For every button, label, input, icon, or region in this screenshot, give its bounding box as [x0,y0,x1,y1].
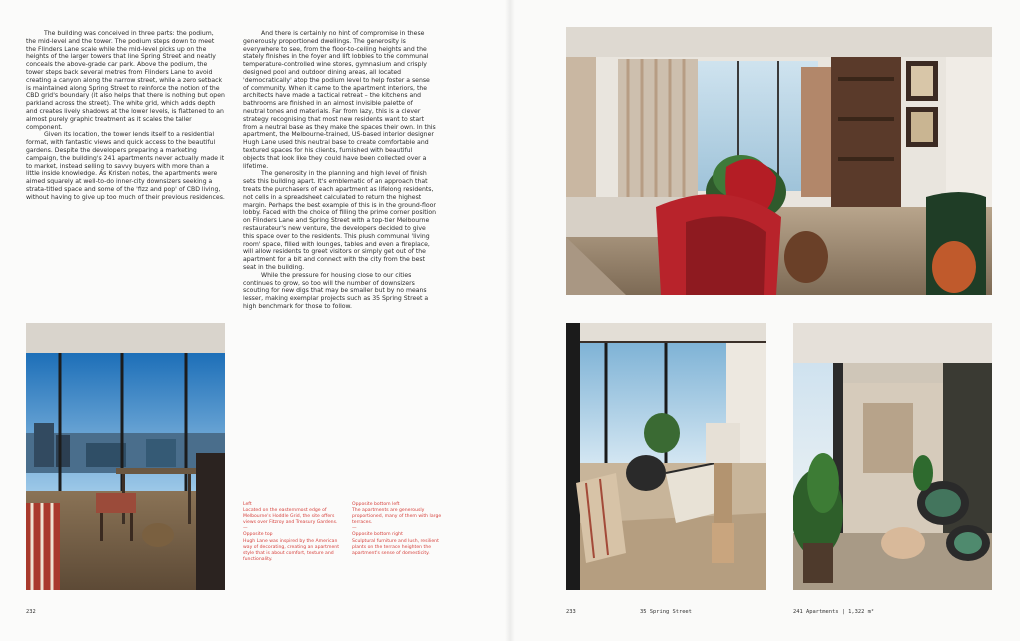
caption-block-left [243,502,345,563]
photo-lounge-terrace [566,323,766,590]
caption-head: Left [243,502,252,507]
caption-body: Located on the easternmost edge of Melbourne's Hoddle Grid, the site offers views over Fitzroy and Treasury Gardens. [243,508,338,526]
paragraph: While the pressure for housing close to our cities continues to grow, so too will the number of downsizers scouting for new digs that may be smaller but by no means lesser, making exemplar projects such as 35 Spring Street a high benchmark for those to follow. [243,271,429,310]
caption-head: Opposite bottom right [352,532,403,538]
paragraph: Given its location, the tower lends itself to a residential format, with fantastic views and quick access to the beautiful gardens. Despite the developers preparing a marketing campaign, the building's 241 apartments never actually made it to market, instead selling to savvy buyers with more than a little inside knowledge. As Kristen notes, the apartments were aimed squarely at well-to-do inner-city downsizers seeking a strata-titled space and some of the 'fizz and pop' of CBD living, without having to give up too much of their previous residences. [26,131,225,201]
photo-study-city-view [26,323,225,590]
photo-living-room [566,27,992,295]
paragraph: The generosity in the planning and high level of finish sets this building apart. It's emblematic of an approach that treats the purchasers of each apartment as lifelong residents, not cells in a spreadsheet calculated to return the highest margin. Perhaps the best example of this is in the ground-floor lobby. Faced with the choice of filling the prime corner position on Flinders Lane and Spring Street with a top-tier Melbourne restaurateur's new venture, the developers decided to give this space over to the residents. This plush communal 'living room' space, filled with lounges, tables and even a fireplace, will allow residents to greet visitors or simply get out of the apartment for a bit and connect with the city from the best seat in the building. [243,170,436,271]
paragraph: And there is certainly no hint of compromise in these generously proportioned dwellings. The generosity is everywhere to see, from the floor-to-ceiling heights and the stately finishes in the foyer and lift lobbies to the communal temperature-controlled wine stores, gymnasium and crisply designed pool and outdoor dining areas, all located 'democratically' atop the podium level to help foster a sense of community. When it came to the apartment interiors, the architects have made a tactical retreat – the kitchens and bathrooms are finished in an almost invisible palette of neutral tones and materials. Far from lazy, this is a clever strategy recognising that most new residents want to start from a neutral base as they make the spaces their own. In this apartment, the Melbourne-trained, US-based interior designer Hugh Lane used this neutral base to create comfortable and textured spaces for his clients, furnished with beautiful objects that look like they could have been collected over a lifetime. [243,30,436,170]
body-column-2 [243,30,436,311]
caption-block-right [352,502,452,557]
caption-body: Hugh Lane was inspired by the American way of decorating, creating an apartment style that is about comfort, texture and functionality. [243,538,340,562]
page-number-left: 232 [26,609,36,615]
body-column-1 [26,30,225,202]
photo-terrace-plants [793,323,992,590]
page-number-right: 233 [566,609,576,615]
caption-separator: — [243,526,248,532]
caption-head: Opposite bottom left [352,502,400,507]
caption-separator: — [352,526,357,532]
paragraph: The building was conceived in three parts: the podium, the mid-level and the tower. The podium steps down to meet the Flinders Lane scale while the mid-level picks up on the heights of the larger towers that line Spring Street and neatly conceals the above-grade car park. Above the podium, the tower steps back several metres from Flinders Lane to avoid creating a canyon along the narrow street, while a zero setback is maintained along Spring Street to reinforce the notion of the CBD grid's boundary (it also helps that there is nothing but open parkland across the street). The white grid, which adds depth and creates lively shadows at the lower levels, is flattened to an almost purely graphic treatment as it scales the taller component. [26,30,225,131]
caption-head: Opposite top [243,532,273,538]
caption-body: The apartments are generously proportioned, many of them with large terraces. [352,508,442,526]
caption-body: Sculptural furniture and lush, resilient plants on the terrace heighten the apartment's sense of domesticity. [352,538,439,556]
running-title: 35 Spring Street [640,609,692,615]
running-meta: 241 Apartments | 1,322 m² [793,609,875,615]
book-gutter [505,0,515,641]
